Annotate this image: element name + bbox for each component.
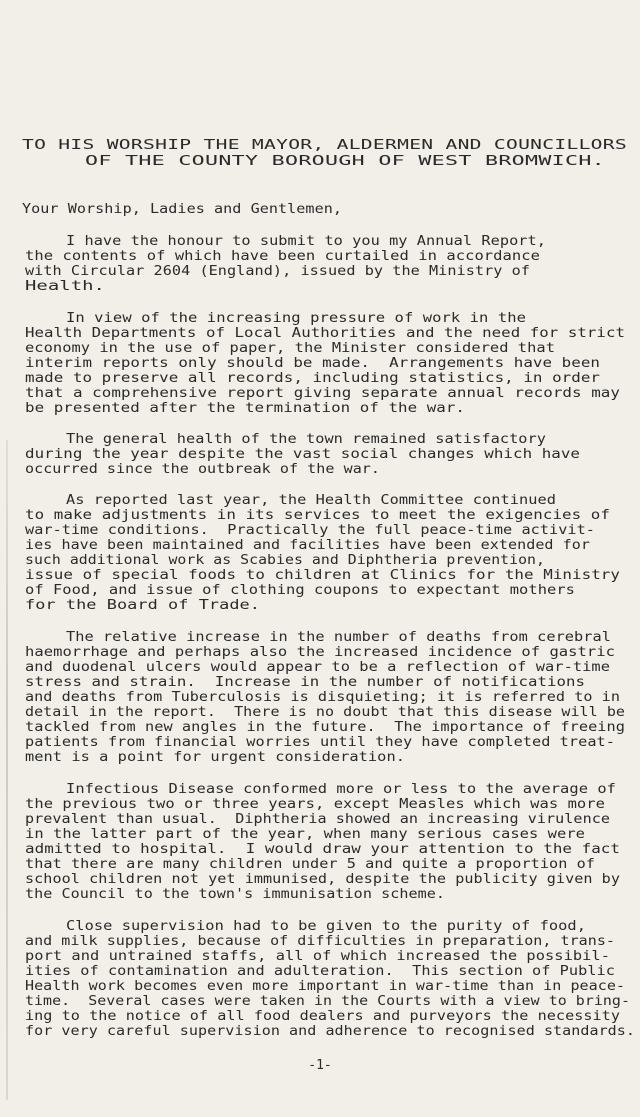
paragraph-6-line-3: prevalent than usual. Diphtheria showed an increasing virulence (25, 812, 610, 827)
paragraph-7-line-6: time. Several cases were taken in the Courts with a view to bring- (25, 994, 630, 1009)
paragraph-2-line-1: In view of the increasing pressure of work in the (66, 311, 526, 326)
paragraph-4-line-1: As reported last year, the Health Committee continued (66, 493, 556, 508)
paragraph-3-line-2: during the year despite the vast social changes which have (25, 447, 580, 462)
paragraph-4-line-8: for the Board of Trade. (25, 598, 260, 613)
paragraph-5-line-1: The relative increase in the number of deaths from cerebral (66, 630, 611, 645)
paragraph-7-line-2: and milk supplies, because of difficulties in preparation, trans- (25, 934, 615, 949)
paragraph-5-line-4: stress and strain. Increase in the number of notifications (25, 675, 585, 690)
paragraph-7-line-5: Health work becomes even more important in war-time than in peace- (25, 979, 625, 994)
paragraph-4-line-3: war-time conditions. Practically the full peace-time activit- (25, 523, 595, 538)
paragraph-4-line-7: of Food, and issue of clothing coupons to expectant mothers (25, 583, 575, 598)
paragraph-2-line-2: Health Departments of Local Authorities and the need for strict (25, 326, 625, 341)
paragraph-6-line-8: the Council to the town's immunisation scheme. (25, 887, 445, 902)
paragraph-6-line-5: admitted to hospital. I would draw your attention to the fact (25, 842, 620, 857)
heading-line-2: OF THE COUNTY BOROUGH OF WEST BROMWICH. (85, 153, 605, 169)
paragraph-7-line-3: port and untrained staffs, all of which increased the possibil- (25, 949, 610, 964)
paragraph-1-line-3: with Circular 2604 (England), issued by the Ministry of (25, 264, 530, 279)
paragraph-2-line-6: that a comprehensive report giving separate annual records may (25, 386, 620, 401)
salutation: Your Worship, Ladies and Gentlemen, (22, 201, 342, 217)
paragraph-1-line-4: Health. (25, 279, 105, 294)
page-number: -1- (308, 1058, 332, 1073)
paragraph-4-line-6: issue of special foods to children at Clinics for the Ministry (25, 568, 620, 583)
paragraph-5-line-2: haemorrhage and perhaps also the increased incidence of gastric (25, 645, 615, 660)
paragraph-1-line-1: I have the honour to submit to you my Annual Report, (66, 234, 546, 249)
paragraph-3-line-1: The general health of the town remained satisfactory (66, 432, 546, 447)
heading-line-1: TO HIS WORSHIP THE MAYOR, ALDERMEN AND COUNCILLORS (22, 137, 627, 153)
paragraph-7-line-1: Close supervision had to be given to the purity of food, (66, 919, 586, 934)
paragraph-6-line-4: in the latter part of the year, when many serious cases were (25, 827, 585, 842)
paragraph-5-line-8: patients from financial worries until they have completed treat- (25, 735, 615, 750)
paragraph-7-line-8: for very careful supervision and adherence to recognised standards. (25, 1024, 635, 1039)
paragraph-6-line-1: Infectious Disease conformed more or less to the average of (66, 782, 616, 797)
paragraph-2-line-4: interim reports only should be made. Arrangements have been (25, 356, 600, 371)
paragraph-1-line-2: the contents of which have been curtailed in accordance (25, 249, 540, 264)
paragraph-6-line-7: school children not yet immunised, despite the publicity given by (25, 872, 620, 887)
paragraph-3-line-3: occurred since the outbreak of the war. (25, 462, 380, 477)
paragraph-5-line-5: and deaths from Tuberculosis is disquieting; it is referred to in (25, 690, 620, 705)
paragraph-4-line-2: to make adjustments in its services to meet the exigencies of (25, 508, 610, 523)
paragraph-5-line-3: and duodenal ulcers would appear to be a reflection of war-time (25, 660, 610, 675)
paragraph-7-line-4: ities of contamination and adulteration. This section of Public (25, 964, 615, 979)
paragraph-4-line-5: such additional work as Scabies and Diphtheria prevention, (25, 553, 545, 568)
paragraph-2-line-7: be presented after the termination of the war. (25, 401, 465, 416)
paragraph-2-line-5: made to preserve all records, including statistics, in order (25, 371, 600, 386)
paragraph-6-line-2: the previous two or three years, except Measles which was more (25, 797, 605, 812)
paragraph-6-line-6: that there are many children under 5 and quite a proportion of (25, 857, 595, 872)
paragraph-5-line-9: ment is a point for urgent consideration. (25, 750, 405, 765)
paragraph-5-line-6: detail in the report. There is no doubt that this disease will be (25, 705, 625, 720)
paragraph-4-line-4: ies have been maintained and facilities have been extended for (25, 538, 590, 553)
paragraph-5-line-7: tackled from new angles in the future. The importance of freeing (25, 720, 625, 735)
paragraph-2-line-3: economy in the use of paper, the Minister considered that (25, 341, 555, 356)
page-edge-shadow (6, 440, 8, 1100)
paragraph-7-line-7: ing to the notice of all food dealers and purveyors the necessity (25, 1009, 620, 1024)
